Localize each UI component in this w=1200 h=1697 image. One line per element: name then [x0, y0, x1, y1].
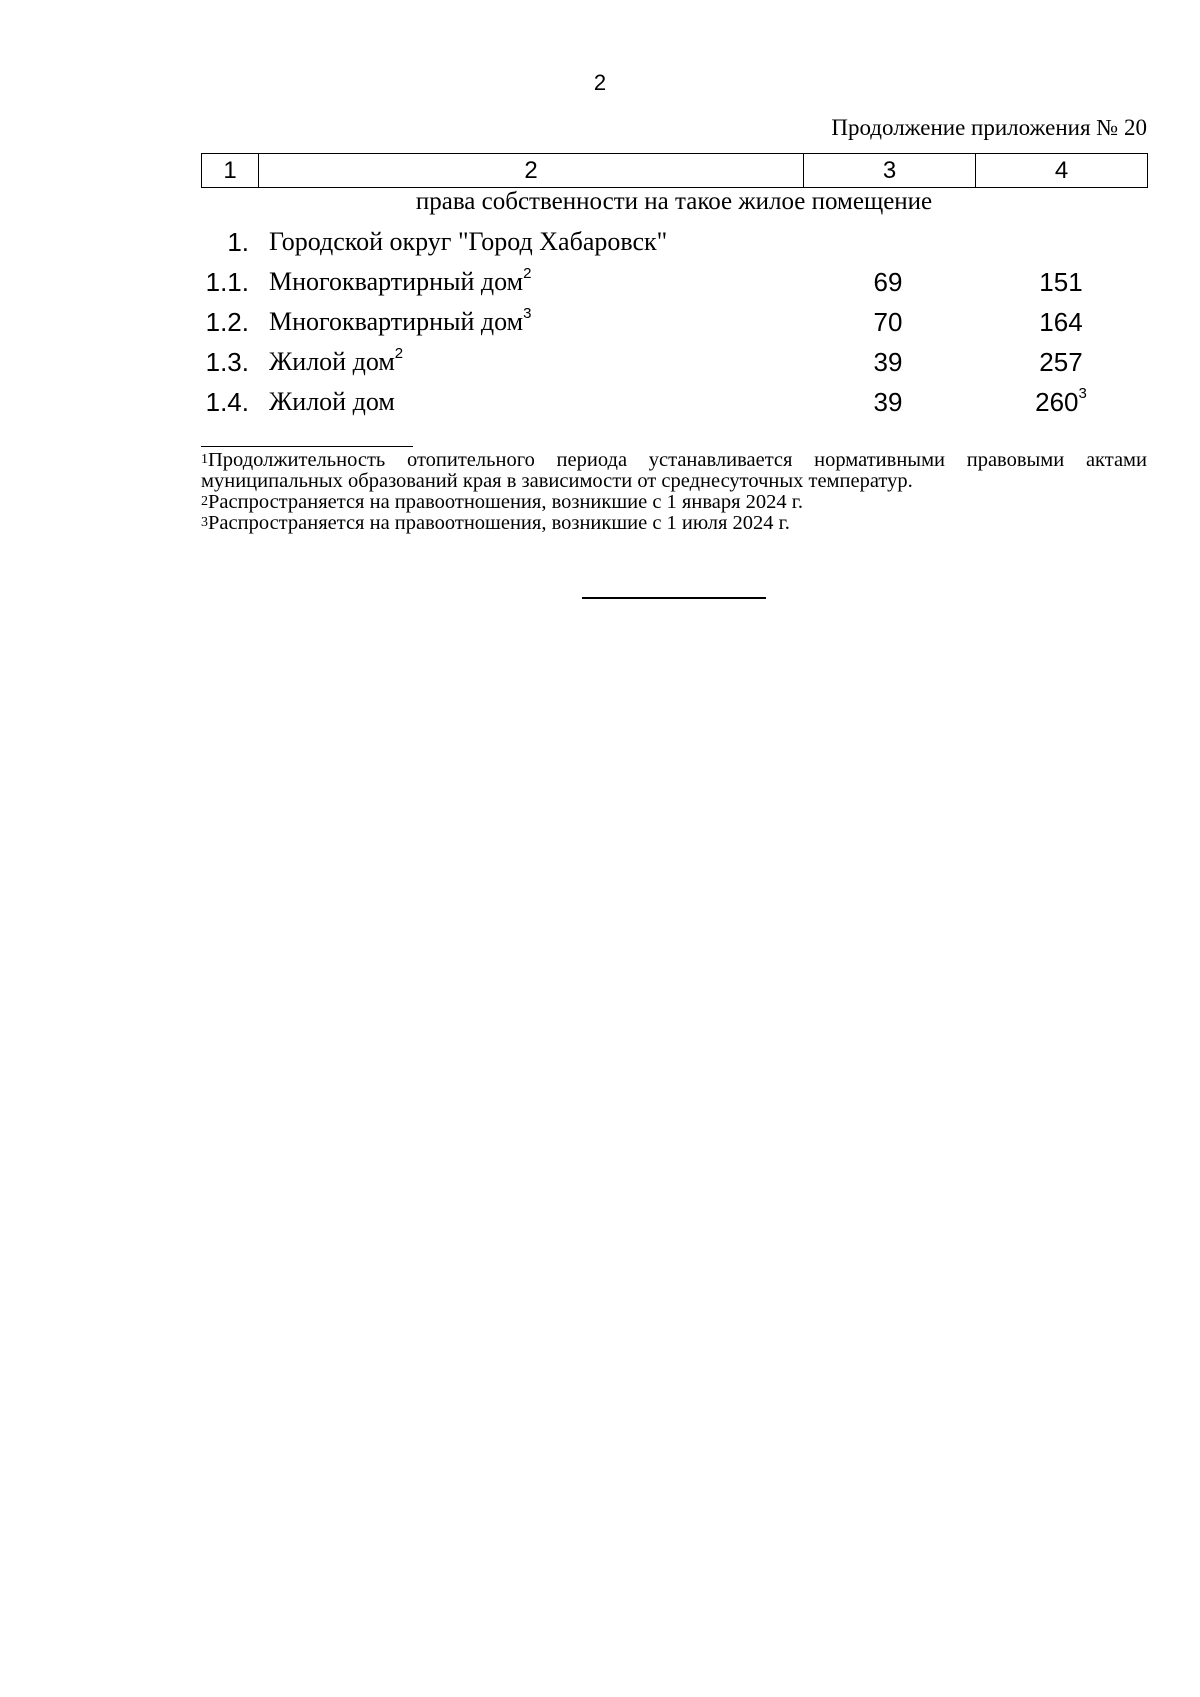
row-name	[269, 387, 395, 417]
footnote-ref: 2	[523, 265, 532, 282]
appendix-continuation-note: Продолжение приложения № 20	[831, 115, 1147, 140]
page-number: 2	[593, 70, 607, 95]
row-name-text: Многоквартирный дом	[269, 307, 524, 336]
footnote-text: Продолжительность отопительного периода устанавливается нормативными правовыми актами муниципальных образований края в зависимости от среднесуточных температур.	[201, 449, 1147, 492]
row-col4-value: 164	[1039, 307, 1083, 337]
table-row	[0, 347, 1200, 381]
footnote-mark: 2	[201, 494, 208, 509]
row-number: 1.3.	[205, 347, 249, 377]
row-name	[269, 227, 667, 257]
row-name-text: Жилой дом	[269, 347, 395, 376]
row-col4-value: 151	[1039, 267, 1083, 297]
row-name	[269, 307, 531, 337]
header-cell-3: 3	[804, 154, 976, 188]
footnotes	[201, 450, 1147, 534]
footnote-ref: 3	[1078, 385, 1087, 402]
footnote-2	[201, 492, 1147, 513]
footnote-3	[201, 513, 1147, 534]
row-col3-value: 39	[873, 347, 903, 377]
row-col3-value: 70	[873, 307, 903, 337]
header-cell-1: 1	[202, 154, 259, 188]
row-number: 1.1.	[205, 267, 249, 297]
table-row	[0, 267, 1200, 301]
row-col4-value: 257	[1039, 347, 1083, 377]
row-col3-value: 69	[873, 267, 903, 297]
row-name-text: Многоквартирный дом	[269, 267, 524, 296]
footnote-1	[201, 450, 1147, 492]
row-col3-value: 39	[873, 387, 903, 417]
row-number: 1.4.	[205, 387, 249, 417]
footnote-text: Распространяется на правоотношения, возникшие с 1 июля 2024 г.	[208, 512, 790, 534]
footnote-ref: 3	[523, 305, 532, 322]
row-number: 1.2.	[205, 307, 249, 337]
row-name	[269, 267, 531, 297]
footnote-ref: 2	[394, 345, 404, 362]
end-of-document-rule	[582, 597, 766, 599]
table-row	[0, 307, 1200, 341]
column-number-header-table	[201, 153, 1148, 188]
row-name	[269, 347, 403, 377]
row-col4-value	[975, 387, 1147, 418]
table-row	[0, 227, 1200, 261]
row-name-text: Городской округ "Город Хабаровск"	[269, 227, 668, 256]
continued-text-line: права собственности на такое жилое помещение	[415, 188, 933, 215]
header-cell-4: 4	[976, 154, 1148, 188]
table-row	[0, 387, 1200, 421]
header-row	[202, 154, 1148, 188]
footnote-separator	[201, 446, 413, 447]
footnote-mark: 3	[201, 515, 208, 530]
row-col4-number: 260	[1035, 387, 1079, 417]
row-number: 1.	[227, 227, 249, 257]
footnote-mark: 1	[201, 452, 208, 467]
row-name-text: Жилой дом	[269, 387, 395, 416]
header-cell-2: 2	[259, 154, 804, 188]
footnote-text: Распространяется на правоотношения, возникшие с 1 января 2024 г.	[208, 491, 803, 513]
